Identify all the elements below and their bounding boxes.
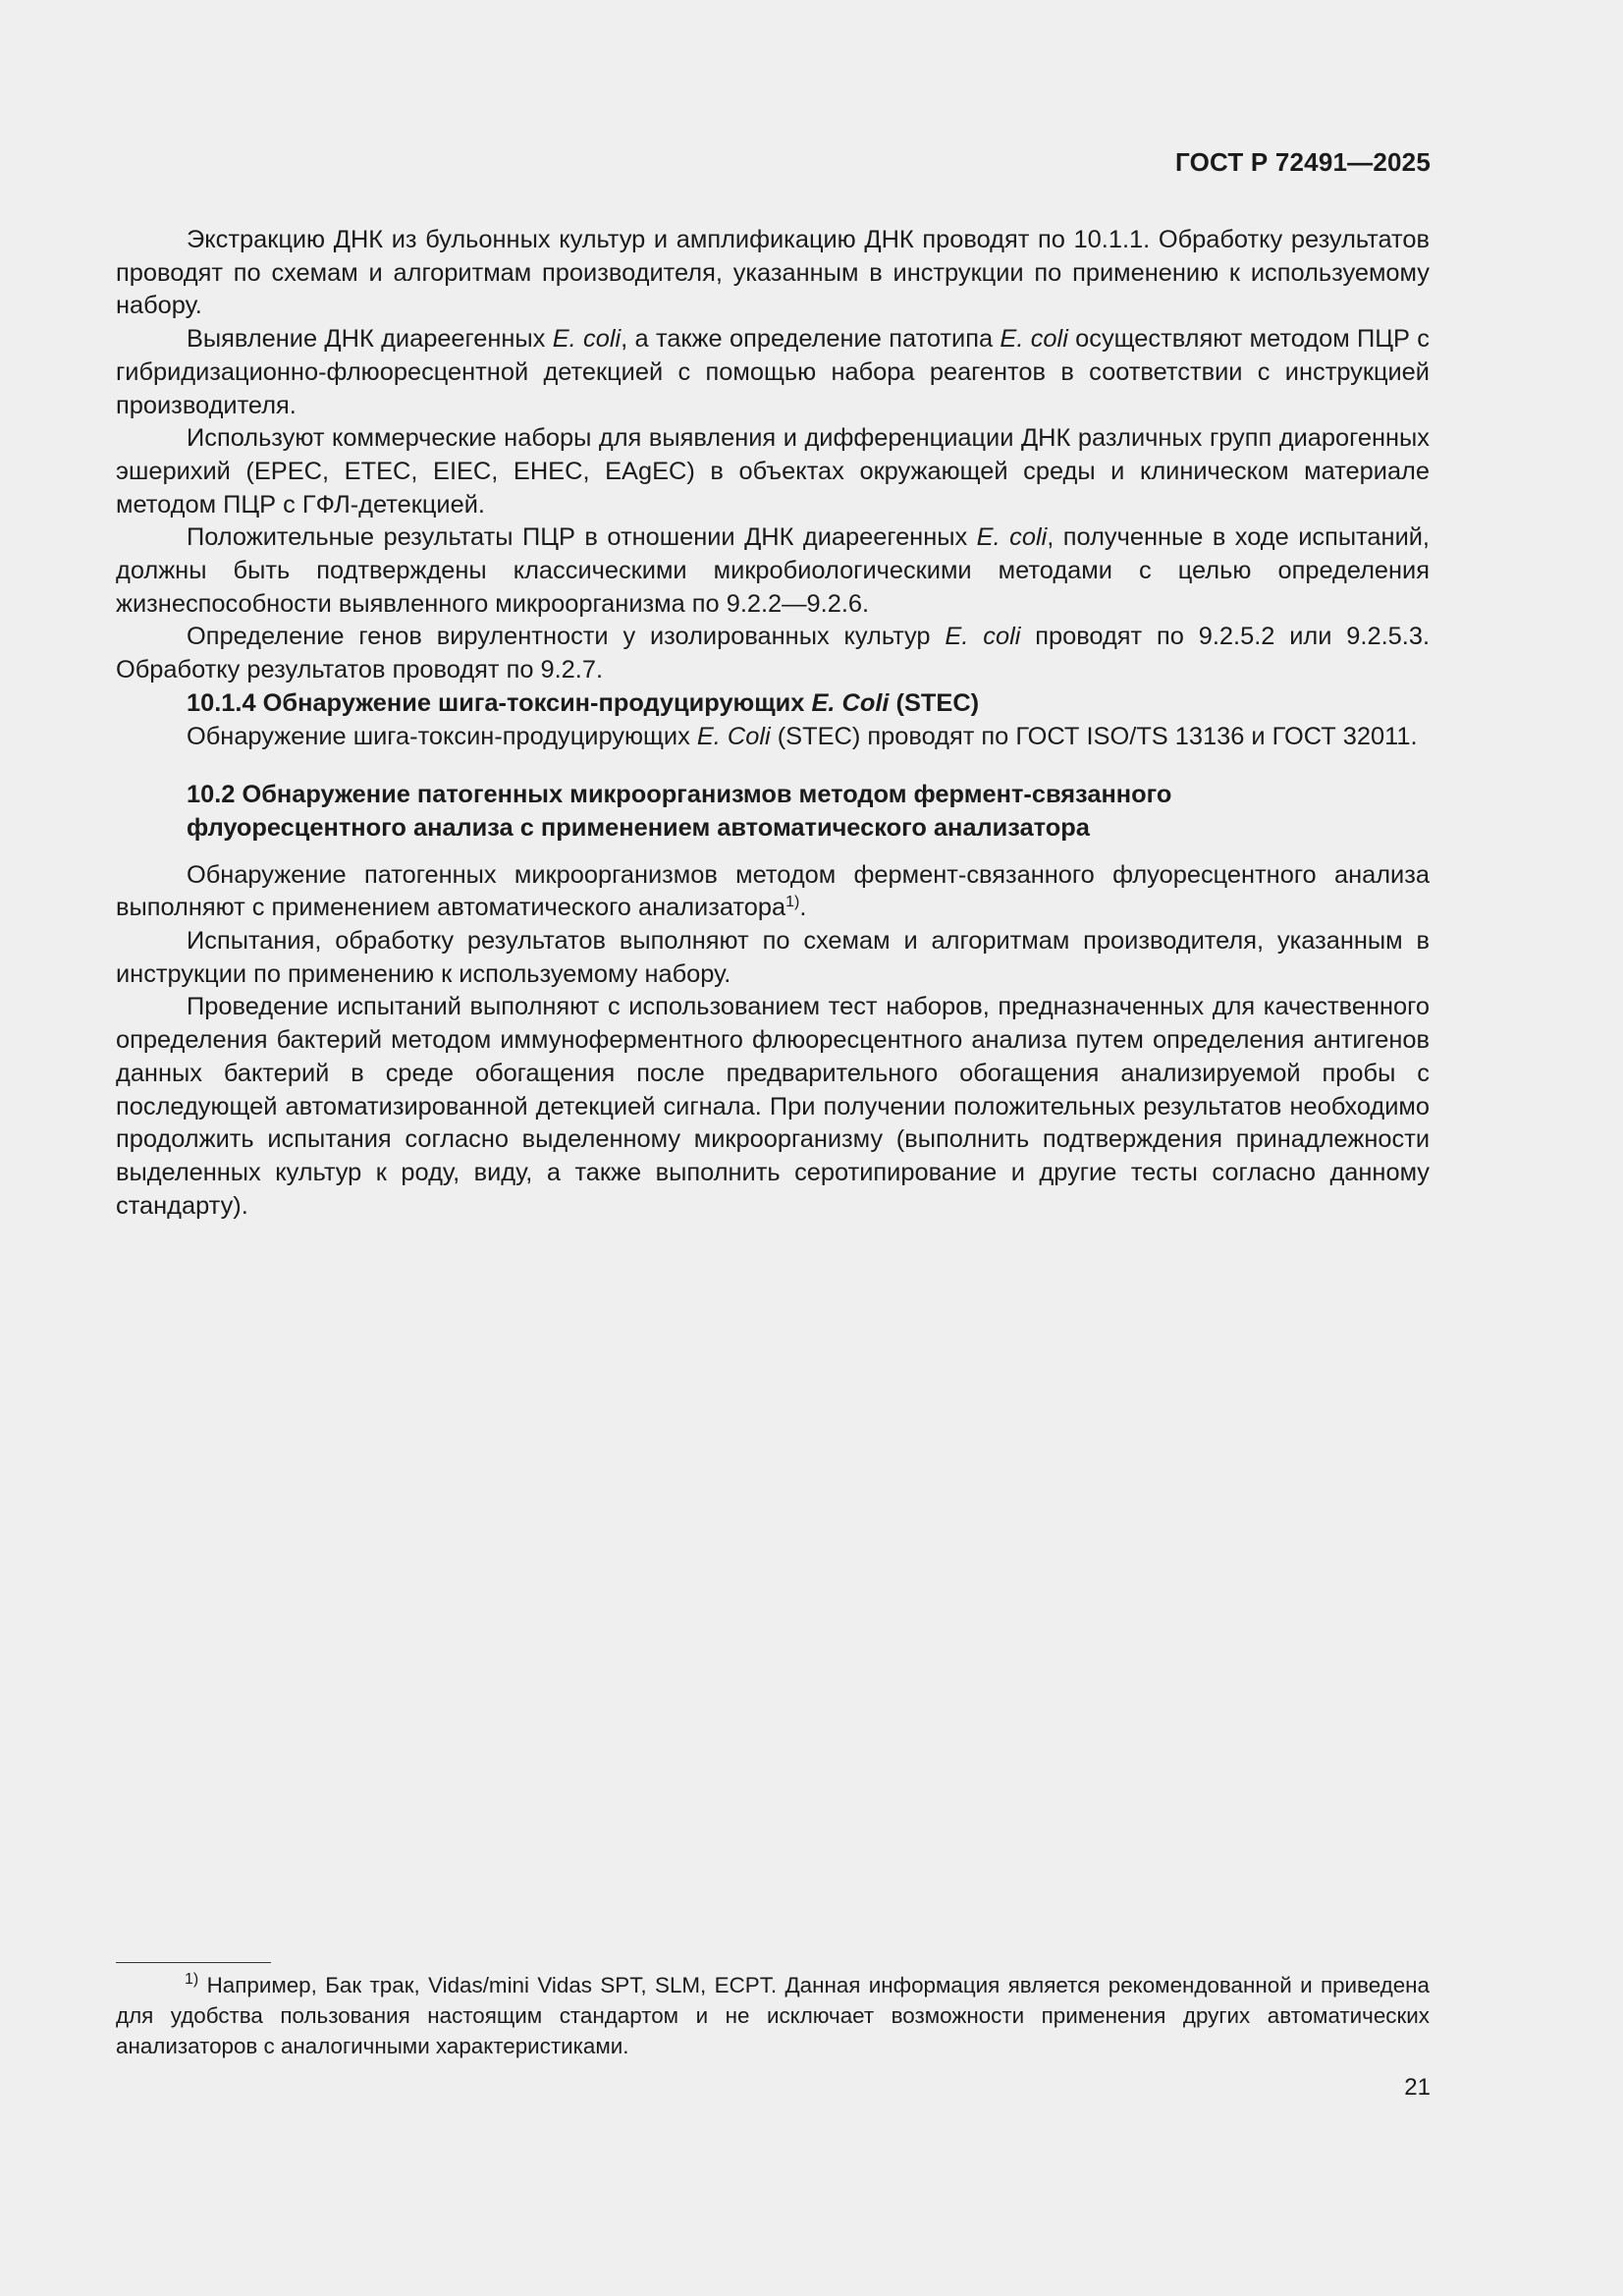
paragraph-positive-results: Положительные результаты ПЦР в отношении ДНК диареегенных E. coli, полученные в ходе испытаний, должны быть подтверждены классическими микробиологическими методами с целью определения жизнеспособности выявленного микроорганизма по 9.2.2—9.2.6. [116, 523, 1430, 618]
paragraph-test-procedure: Проведение испытаний выполняют с использованием тест наборов, предназначенных для качественного определения бактерий методом иммуноферментного флюоресцентного анализа путем определения антигенов данных бактерий в среде обогащения после предварительного обогащения анализируемой пробы с последующей автоматизированной детекцией сигнала. При получении положительных результатов необходимо продолжить испытания согласно выделенному микроорганизму (выполнить подтверждения принадлежности выделенных культур к роду, виду, а также выполнить серотипирование и другие тесты согласно данному стандарту). [116, 993, 1430, 1220]
page-number: 21 [1404, 2074, 1431, 2101]
footnote-marker: 1) [185, 1971, 199, 1988]
heading-10-1-4: 10.1.4 Обнаружение шига-токсин-продуцирующих E. Coli (STEC) [187, 688, 980, 717]
footnote [116, 1970, 1430, 2061]
footnote-reference: 1) [785, 894, 800, 911]
main-content [116, 224, 1430, 1223]
paragraph-virulence-genes: Определение генов вирулентности у изолированных культур E. coli проводят по 9.2.5.2 или 9.2.5.3. Обработку результатов проводят по 9.2.7. [116, 623, 1430, 684]
paragraph-tests-processing: Испытания, обработку результатов выполняют по схемам и алгоритмам производителя, указанным в инструкции по применению к используемому набору. [116, 927, 1430, 988]
paragraph-fluorescent-analysis: Обнаружение патогенных микроорганизмов методом фермент-связанного флуоресцентного анализа выполняют с применением автоматического анализатора$^{1)}$. [116, 860, 1430, 922]
paragraph-commercial-kits: Используют коммерческие наборы для выявления и дифференциации ДНК различных групп диарогенных эшерихий (EPEC, ETEC, EIEC, EHEC, EAgEC) в объектах окружающей среды и клиническом материале методом ПЦР с ГФЛ-детекцией. [116, 424, 1430, 519]
paragraph-stec-detection: Обнаружение шига-токсин-продуцирующих E. Coli (STEC) проводят по ГОСТ ISO/TS 13136 и ГОСТ 32011. [187, 722, 1418, 750]
heading-10-2: 10.2 Обнаружение патогенных микроорганизмов методом фермент-связанного флуоресцентного анализа с применением автоматического анализатора [187, 781, 1172, 842]
paragraph-pcr-detection: Выявление ДНК диареегенных E. coli, а также определение патотипа E. coli осуществляют методом ПЦР с гибридизационно-флюоресцентной детекцией с помощью набора реагентов в соответствии с инструкцией производителя. [116, 325, 1430, 419]
paragraph-dna-extraction: Экстракцию ДНК из бульонных культур и амплификацию ДНК проводят по 10.1.1. Обработку результатов проводят по схемам и алгоритмам производителя, указанным в инструкции по применению к используемому набору. [116, 226, 1430, 320]
footnote-text: Например, Бак трак, Vidas/mini Vidas SPT, SLM, ECPT. Данная информация является рекомендованной и приведена для удобства пользования настоящим стандартом и не исключает возможности применения других автоматических анализаторов с аналогичными характеристиками. [116, 1973, 1430, 2058]
footnote-divider [116, 1962, 271, 1963]
document-id-header: ГОСТ Р 72491—2025 [1175, 147, 1431, 177]
